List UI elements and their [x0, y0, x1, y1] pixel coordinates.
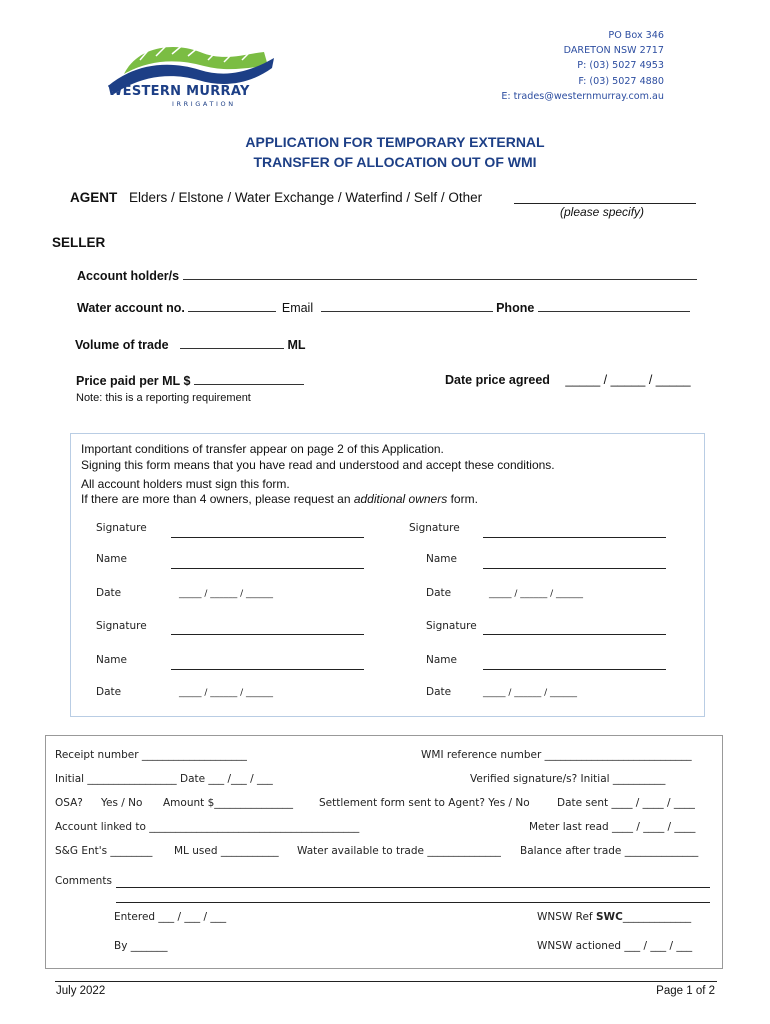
- price-field[interactable]: [194, 373, 304, 385]
- conditions-line2: Signing this form means that you have read and understood and accept these conditions.: [81, 458, 555, 472]
- conditions-box: [70, 433, 705, 717]
- amount-field[interactable]: Amount $_______________: [163, 797, 294, 809]
- logo-subtitle: IRRIGATION: [172, 100, 236, 108]
- footer-date: July 2022: [56, 985, 106, 997]
- water-account-field[interactable]: [188, 300, 276, 312]
- footer-divider: [55, 981, 717, 982]
- verified-signature-field[interactable]: Verified signature/s? Initial __________: [470, 773, 666, 785]
- signature-label-4: Signature: [426, 620, 477, 632]
- wnsw-ref-blank: _____________: [622, 911, 692, 923]
- volume-label: Volume of trade: [75, 338, 169, 352]
- account-holders-label: Account holder/s: [77, 269, 180, 283]
- email-label: Email: [281, 301, 314, 315]
- office-use-box: [45, 735, 723, 969]
- date-label-4: Date: [426, 686, 452, 698]
- wnsw-ref-field[interactable]: [537, 911, 691, 923]
- contact-fax: F: (03) 5027 4880: [578, 75, 664, 87]
- volume-field[interactable]: [180, 337, 284, 349]
- phone-field[interactable]: [538, 300, 690, 312]
- date-agreed-field[interactable]: _____ / _____ / _____: [565, 373, 691, 387]
- conditions-line3: All account holders must sign this form.: [81, 477, 290, 491]
- name-field-4[interactable]: [483, 669, 666, 670]
- date-label-1: Date: [96, 587, 122, 599]
- signature-field-1[interactable]: [171, 537, 364, 538]
- logo-wordmark: WESTERN MURRAY: [108, 84, 250, 99]
- agent-label: AGENT: [70, 190, 118, 205]
- wmi-reference-field[interactable]: WMI reference number ____________________________: [421, 749, 692, 761]
- please-specify-hint: (please specify): [560, 205, 645, 219]
- balance-after-trade-field[interactable]: Balance after trade ______________: [520, 845, 699, 857]
- conditions-line1: Important conditions of transfer appear on page 2 of this Application.: [81, 442, 444, 456]
- date-agreed-label: Date price agreed: [445, 373, 550, 387]
- conditions-line4: [81, 492, 478, 507]
- signature-label-1: Signature: [96, 522, 147, 534]
- sg-ents-field[interactable]: S&G Ent's ________: [55, 845, 153, 857]
- phone-label: Phone: [496, 301, 535, 315]
- date-label-2: Date: [426, 587, 452, 599]
- date-field-1[interactable]: _____ / ______ / ______: [179, 589, 274, 599]
- conditions-line4-pre: If there are more than 4 owners, please request an: [81, 492, 354, 506]
- date-label-3: Date: [96, 686, 122, 698]
- water-available-field[interactable]: Water available to trade ______________: [297, 845, 501, 857]
- name-field-1[interactable]: [171, 568, 364, 569]
- wnsw-ref-label: WNSW Ref: [537, 911, 596, 923]
- name-field-3[interactable]: [171, 669, 364, 670]
- name-label-2: Name: [426, 553, 457, 565]
- email-field[interactable]: [321, 300, 493, 312]
- footer-page-number: Page 1 of 2: [656, 985, 715, 997]
- contact-address: DARETON NSW 2717: [563, 45, 664, 57]
- price-label: Price paid per ML $: [76, 374, 191, 388]
- signature-field-4[interactable]: [483, 634, 666, 635]
- comments-label: Comments: [55, 875, 112, 887]
- by-field[interactable]: By _______: [114, 940, 168, 952]
- contact-po-box: PO Box 346: [608, 30, 664, 41]
- date-agreed-row: [445, 373, 691, 387]
- ml-unit: ML: [287, 338, 306, 352]
- form-title-line1: APPLICATION FOR TEMPORARY EXTERNAL: [245, 134, 545, 150]
- signature-label-2: Signature: [409, 522, 460, 534]
- contact-phone: P: (03) 5027 4953: [577, 60, 664, 72]
- osa-label: OSA?: [55, 797, 83, 809]
- price-row: [76, 373, 304, 388]
- form-title-line2: TRANSFER OF ALLOCATION OUT OF WMI: [253, 154, 537, 170]
- signature-label-3: Signature: [96, 620, 147, 632]
- signature-field-2[interactable]: [483, 537, 666, 538]
- account-holders-row: [77, 268, 697, 283]
- additional-owners-text: additional owners: [353, 492, 448, 506]
- receipt-number-field[interactable]: Receipt number ____________________: [55, 749, 247, 761]
- date-field-3[interactable]: _____ / ______ / ______: [179, 688, 274, 698]
- reporting-note: Note: this is a reporting requirement: [76, 392, 251, 404]
- water-account-row: [77, 300, 690, 315]
- name-label-3: Name: [96, 654, 127, 666]
- name-label-1: Name: [96, 553, 127, 565]
- wnsw-actioned-field[interactable]: WNSW actioned ___ / ___ / ___: [537, 940, 693, 952]
- date-field-2[interactable]: _____ / ______ / ______: [489, 589, 584, 599]
- ml-used-field[interactable]: ML used ___________: [174, 845, 279, 857]
- initial-date-field[interactable]: Initial _________________ Date ___ /___ / ___: [55, 773, 273, 785]
- meter-last-read-field[interactable]: Meter last read ____ / ____ / ____: [529, 821, 696, 833]
- seller-heading: SELLER: [52, 235, 106, 250]
- signature-field-3[interactable]: [171, 634, 364, 635]
- wnsw-ref-swc: SWC: [595, 911, 623, 923]
- date-sent-field[interactable]: Date sent ____ / ____ / ____: [557, 797, 695, 809]
- name-field-2[interactable]: [483, 568, 666, 569]
- volume-row: [75, 337, 306, 352]
- account-holders-field[interactable]: [183, 268, 697, 280]
- comments-field-line2[interactable]: [116, 902, 710, 903]
- agent-other-field[interactable]: [514, 203, 696, 204]
- settlement-sent-field[interactable]: Settlement form sent to Agent? Yes / No: [319, 797, 530, 809]
- osa-yes-no[interactable]: Yes / No: [101, 797, 143, 809]
- agent-options[interactable]: Elders / Elstone / Water Exchange / Waterfind / Self / Other: [129, 190, 483, 205]
- form-title: [0, 132, 770, 172]
- contact-block: [501, 28, 664, 104]
- conditions-line4-post: form.: [447, 492, 478, 506]
- agent-row: [70, 190, 482, 205]
- contact-email[interactable]: E: trades@westernmurray.com.au: [501, 90, 664, 102]
- comments-field-line1[interactable]: [116, 887, 710, 888]
- water-account-label: Water account no.: [77, 301, 185, 315]
- account-linked-field[interactable]: Account linked to ________________________________________: [55, 821, 360, 833]
- date-field-4[interactable]: _____ / ______ / ______: [483, 688, 578, 698]
- entered-field[interactable]: Entered ___ / ___ / ___: [114, 911, 227, 923]
- name-label-4: Name: [426, 654, 457, 666]
